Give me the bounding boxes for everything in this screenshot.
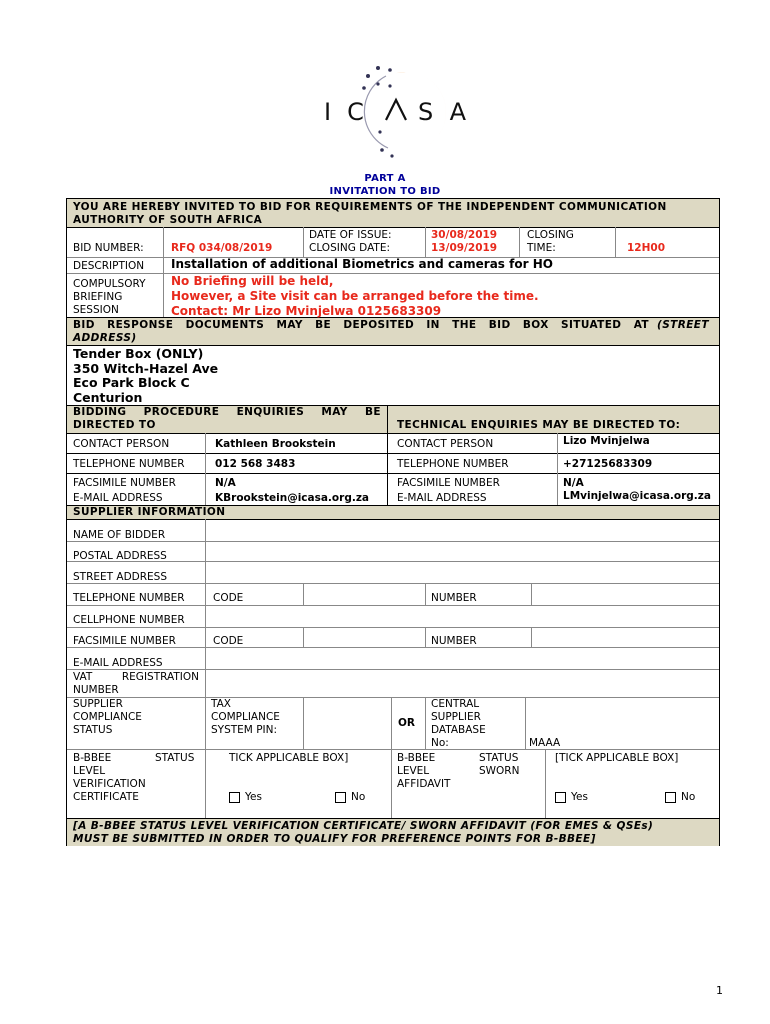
invite-heading-line1: YOU ARE HEREBY INVITED TO BID FOR REQUIREMENTS OF THE INDEPENDENT COMMUNICATION [73, 201, 667, 213]
briefing-label-3: SESSION [73, 304, 119, 316]
bidding-heading-line2: DIRECTED TO [73, 419, 156, 431]
postal-address-label: POSTAL ADDRESS [73, 550, 167, 562]
closing-time: 12H00 [627, 242, 666, 254]
address-line-4: Centurion [73, 390, 143, 405]
bidding-email-label: E-MAIL ADDRESS [73, 492, 163, 504]
briefing-line-1: No Briefing will be held, [171, 274, 334, 288]
bbbee-cert-label-1: B-BBEE [73, 752, 112, 764]
cert-no-label: No [351, 791, 366, 803]
tick-applicable-affidavit: [TICK APPLICABLE BOX] [555, 752, 679, 764]
technical-contact-label: CONTACT PERSON [397, 438, 494, 450]
bid-number-label: BID NUMBER: [73, 242, 144, 254]
svg-text:IC: IC [324, 98, 380, 126]
tax-compliance-label-2: COMPLIANCE [211, 711, 280, 723]
bidder-name-label: NAME OF BIDDER [73, 529, 166, 541]
technical-heading: TECHNICAL ENQUIRIES MAY BE DIRECTED TO: [397, 419, 681, 431]
closing-date-label: CLOSING DATE: [309, 242, 391, 254]
address-line-1: Tender Box (ONLY) [73, 346, 204, 361]
svg-text:SA: SA [418, 98, 483, 126]
icasa-logo [320, 62, 483, 158]
csd-label-3: DATABASE [431, 724, 486, 736]
closing-time-label-2: TIME: [527, 242, 556, 254]
issue-date: 30/08/2019 [431, 229, 498, 241]
street-address-label: STREET ADDRESS [73, 571, 168, 583]
csd-maaa: MAAA [529, 737, 561, 749]
tick-applicable-cert: TICK APPLICABLE BOX] [229, 752, 349, 764]
technical-email: LMvinjelwa@icasa.org.za [563, 490, 711, 502]
csd-label-4: No: [431, 737, 449, 749]
bidding-tel-label: TELEPHONE NUMBER [73, 458, 185, 470]
supplier-compliance-label-2: COMPLIANCE [73, 711, 142, 723]
supplier-compliance-label-1: SUPPLIER [73, 698, 123, 710]
closing-time-label-1: CLOSING [527, 229, 574, 241]
bidding-fax: N/A [215, 477, 236, 489]
technical-tel: +27125683309 [563, 458, 653, 470]
supplier-fax-label: FACSIMILE NUMBER [73, 635, 176, 647]
technical-fax: N/A [563, 477, 584, 489]
closing-date: 13/09/2019 [431, 242, 498, 254]
response-heading-line2: ADDRESS) [73, 332, 137, 344]
description-label: DESCRIPTION [73, 260, 145, 272]
affidavit-label-3: AFFIDAVIT [397, 778, 451, 790]
supplier-fax-code-label: CODE [213, 635, 244, 647]
affidavit-label-2b: SWORN [479, 765, 520, 777]
cellphone-label: CELLPHONE NUMBER [73, 614, 185, 626]
description: Installation of additional Biometrics and cameras for HO [171, 257, 553, 271]
technical-tel-label: TELEPHONE NUMBER [397, 458, 509, 470]
bid-form [66, 198, 720, 846]
cert-no-checkbox[interactable] [335, 792, 346, 803]
bidding-tel: 012 568 3483 [215, 458, 296, 470]
technical-contact: Lizo Mvinjelwa [563, 435, 650, 447]
supplier-tel-label: TELEPHONE NUMBER [73, 592, 185, 604]
cert-yes-checkbox[interactable] [229, 792, 240, 803]
affidavit-yes-label: Yes [571, 791, 588, 803]
bbbee-cert-label-3: VERIFICATION [73, 778, 146, 790]
briefing-label-2: BRIEFING [73, 291, 123, 303]
bbbee-cert-label-4: CERTIFICATE [73, 791, 139, 803]
response-heading-line1: BID RESPONSE DOCUMENTS MAY BE DEPOSITED IN THE BID BOX SITUATED AT [73, 319, 649, 331]
supplier-heading: SUPPLIER INFORMATION [73, 506, 226, 518]
vat-label-2: NUMBER [73, 684, 119, 696]
bbbee-cert-label-2: LEVEL [73, 765, 106, 777]
address-line-3: Eco Park Block C [73, 375, 190, 390]
bidding-heading-line1: BIDDING PROCEDURE ENQUIRIES MAY BE [73, 406, 381, 418]
cert-yes-label: Yes [245, 791, 262, 803]
part-label: PART A [364, 173, 406, 184]
affidavit-label-2: LEVEL [397, 765, 430, 777]
briefing-line-2: However, a Site visit can be arranged before the time. [171, 289, 539, 303]
csd-label-2: SUPPLIER [431, 711, 481, 723]
briefing-line-3: Contact: Mr Lizo Mvinjelwa 0125683309 [171, 304, 442, 318]
affidavit-no-label: No [681, 791, 696, 803]
page-number: 1 [716, 984, 723, 997]
supplier-fax-number-label: NUMBER [431, 635, 477, 647]
briefing-label-1: COMPULSORY [73, 278, 146, 290]
vat-label-1: VAT REGISTRATION [73, 671, 199, 683]
bidding-email: KBrookstein@icasa.org.za [215, 492, 370, 504]
bid-number: RFQ 034/08/2019 [171, 242, 273, 254]
bbbee-note-line1: [A B-BBEE STATUS LEVEL VERIFICATION CERTIFICATE/ SWORN AFFIDAVIT (FOR EMES & QSEs) [73, 820, 654, 832]
response-heading-street: (STREET [657, 319, 709, 331]
invite-heading-line2: AUTHORITY OF SOUTH AFRICA [73, 214, 263, 226]
bbbee-note-line2: MUST BE SUBMITTED IN ORDER TO QUALIFY FOR PREFERENCE POINTS FOR B-BBEE] [73, 833, 596, 845]
affidavit-yes-checkbox[interactable] [555, 792, 566, 803]
technical-email-label: E-MAIL ADDRESS [397, 492, 487, 504]
or-label: OR [398, 717, 416, 729]
affidavit-label-1: B-BBEE [397, 752, 436, 764]
technical-fax-label: FACSIMILE NUMBER [397, 477, 500, 489]
form-title: INVITATION TO BID [329, 186, 441, 197]
affidavit-label-1b: STATUS [479, 752, 519, 764]
bidding-fax-label: FACSIMILE NUMBER [73, 477, 176, 489]
address-line-2: 350 Witch-Hazel Ave [73, 361, 219, 376]
bidding-contact: Kathleen Brookstein [215, 438, 336, 450]
tax-compliance-label-3: SYSTEM PIN: [211, 724, 278, 736]
supplier-email-label: E-MAIL ADDRESS [73, 657, 163, 669]
bbbee-cert-label-1b: STATUS [155, 752, 195, 764]
tax-compliance-label-1: TAX [211, 698, 231, 710]
supplier-tel-number-label: NUMBER [431, 592, 477, 604]
csd-label-1: CENTRAL [431, 698, 480, 710]
supplier-tel-code-label: CODE [213, 592, 244, 604]
supplier-compliance-label-3: STATUS [73, 724, 113, 736]
affidavit-no-checkbox[interactable] [665, 792, 676, 803]
bidding-contact-label: CONTACT PERSON [73, 438, 170, 450]
issue-date-label: DATE OF ISSUE: [309, 229, 392, 241]
